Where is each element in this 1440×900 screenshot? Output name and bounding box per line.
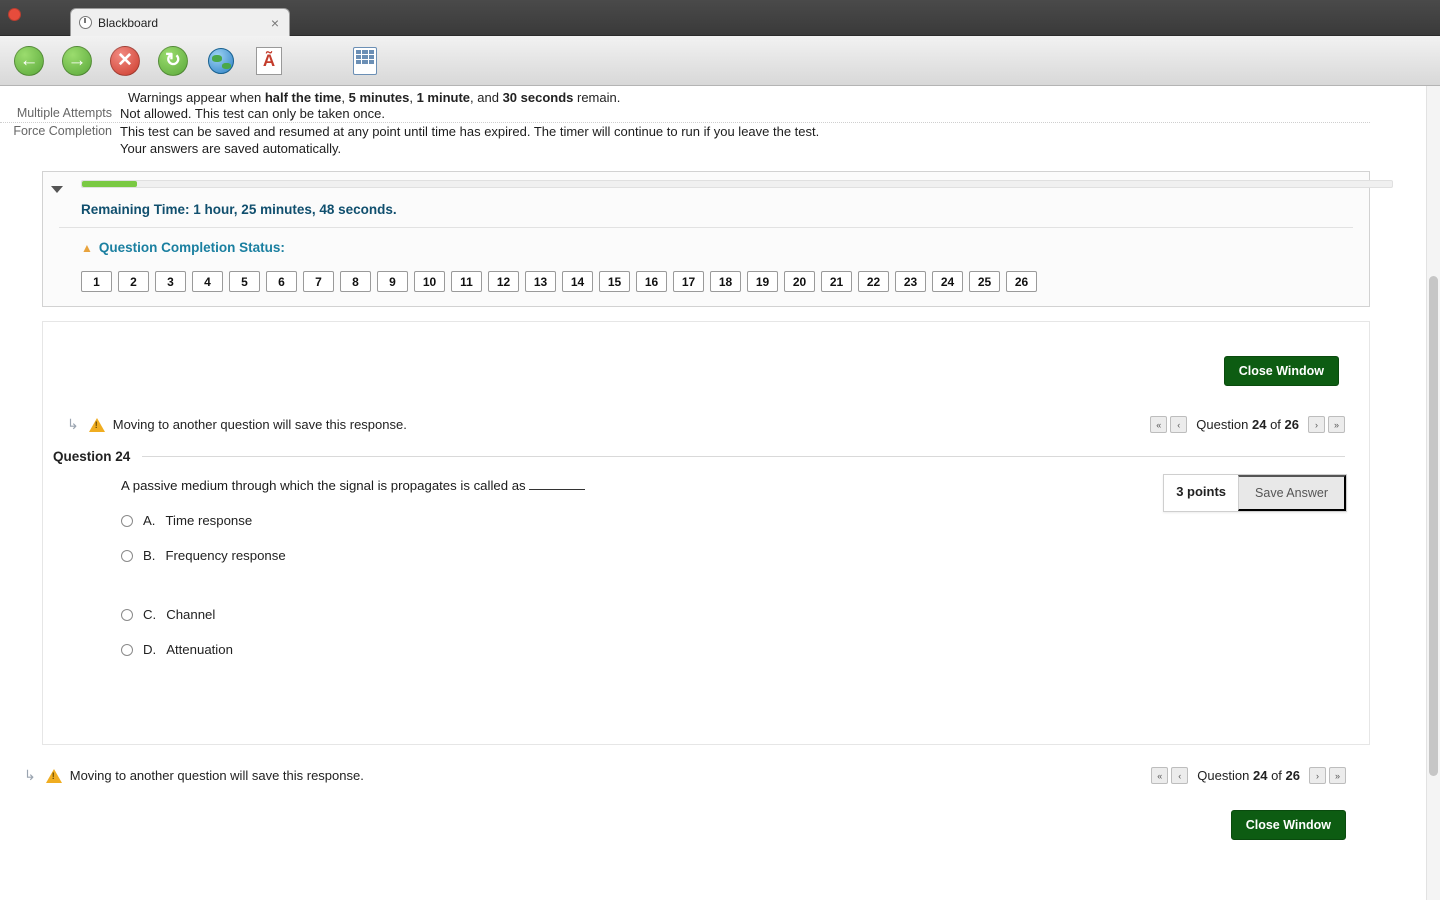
question-number-button[interactable]: 10	[414, 271, 445, 292]
tab-close-icon[interactable]: ×	[270, 14, 279, 31]
last-question-button[interactable]: »	[1328, 416, 1345, 433]
radio-icon[interactable]	[121, 644, 133, 656]
question-number-button[interactable]: 16	[636, 271, 667, 292]
option-letter: A.	[143, 513, 156, 528]
answer-option-a[interactable]	[121, 513, 1345, 528]
info-row-autosave	[0, 140, 1370, 157]
remaining-time-value: 1 hour, 25 minutes, 48 seconds.	[193, 202, 397, 217]
remaining-time-line	[81, 202, 1353, 217]
back-button[interactable]	[10, 42, 48, 80]
browser-tab[interactable]	[70, 8, 290, 36]
question-title: Question 24	[53, 449, 131, 464]
previous-question-button[interactable]: ‹	[1171, 767, 1188, 784]
close-window-row-bottom	[0, 810, 1346, 840]
question-number-button[interactable]: 15	[599, 271, 630, 292]
first-question-button[interactable]: «	[1150, 416, 1167, 433]
save-warning-text: Moving to another question will save this response.	[69, 768, 364, 783]
question-completion-status-label: Question Completion Status:	[98, 240, 285, 255]
question-of-word: of	[1271, 768, 1282, 783]
last-question-button[interactable]: »	[1329, 767, 1346, 784]
radio-icon[interactable]	[121, 515, 133, 527]
question-number-button[interactable]: 2	[118, 271, 149, 292]
scrollbar-thumb[interactable]	[1429, 276, 1438, 776]
question-pager-top	[1150, 416, 1345, 433]
question-title-row	[53, 449, 1345, 464]
option-text: Channel	[166, 607, 216, 622]
info-value: This test can be saved and resumed at any point until time has expired. The timer will continue to run if you leave the test.	[120, 124, 820, 139]
info-row-force-completion	[0, 123, 1370, 140]
question-nav-bottom	[24, 767, 1346, 784]
answer-blank	[529, 489, 585, 490]
next-question-button[interactable]: ›	[1308, 416, 1325, 433]
option-letter: C.	[143, 607, 157, 622]
question-number-button[interactable]: 8	[340, 271, 371, 292]
option-text: Attenuation	[166, 642, 233, 657]
question-word: Question	[1197, 768, 1250, 783]
question-number-button[interactable]: 19	[747, 271, 778, 292]
question-number-button[interactable]: 26	[1006, 271, 1037, 292]
question-number-button[interactable]: 5	[229, 271, 260, 292]
next-question-button[interactable]: ›	[1309, 767, 1326, 784]
question-prompt	[121, 478, 1345, 493]
branch-arrow-icon: ↳	[24, 767, 36, 783]
info-row-multiple-attempts	[0, 105, 1370, 123]
answer-option-c[interactable]	[121, 607, 1345, 622]
timer-status-panel	[42, 171, 1370, 307]
question-number-button[interactable]: 7	[303, 271, 334, 292]
radio-icon[interactable]	[121, 550, 133, 562]
save-answer-button[interactable]: Save Answer	[1238, 475, 1346, 511]
tab-title: Blackboard	[98, 15, 159, 30]
info-label: Multiple Attempts	[16, 106, 112, 120]
reload-icon: ↻	[158, 46, 188, 76]
stop-button[interactable]	[106, 42, 144, 80]
question-total: 26	[1284, 417, 1299, 432]
test-page-content	[0, 86, 1412, 900]
question-number-button[interactable]: 17	[673, 271, 704, 292]
page-scrollbar[interactable]	[1426, 86, 1440, 900]
question-number-list	[81, 271, 1353, 292]
window-close-button[interactable]	[8, 8, 21, 21]
calculator-icon	[353, 47, 377, 75]
close-window-row-top	[43, 322, 1369, 386]
option-letter: D.	[143, 642, 157, 657]
remaining-time-label: Remaining Time:	[81, 202, 190, 217]
save-warning-text: Moving to another question will save this response.	[112, 417, 407, 432]
question-completion-status[interactable]	[81, 240, 1353, 255]
time-progress-bar	[81, 180, 1393, 188]
translate-button[interactable]	[250, 42, 288, 80]
calculator-button[interactable]	[346, 42, 384, 80]
previous-question-button[interactable]: ‹	[1170, 416, 1187, 433]
close-window-button[interactable]: Close Window	[1231, 810, 1346, 840]
browser-toolbar	[0, 36, 1440, 86]
info-label: Force Completion	[13, 124, 112, 138]
tab-favicon-icon	[79, 16, 92, 29]
info-value: Not allowed. This test can only be taken once.	[120, 106, 385, 121]
answer-option-d[interactable]	[121, 642, 1345, 657]
question-number-button[interactable]: 22	[858, 271, 889, 292]
test-info-table	[0, 86, 1370, 157]
question-pager-bottom	[1151, 767, 1346, 784]
question-number-button[interactable]: 13	[525, 271, 556, 292]
question-counter	[1191, 768, 1306, 783]
globe-icon	[208, 48, 234, 74]
option-text: Frequency response	[165, 548, 286, 563]
points-label: 3 points	[1164, 475, 1238, 511]
question-number-button[interactable]: 23	[895, 271, 926, 292]
question-number-button[interactable]: 1	[81, 271, 112, 292]
branch-arrow-icon: ↳	[67, 416, 79, 432]
question-counter	[1190, 417, 1305, 432]
forward-arrow-icon: →	[62, 46, 92, 76]
time-progress-fill	[82, 181, 137, 187]
save-warning-top	[67, 416, 407, 433]
timer-warnings-line: Warnings appear when half the time, 5 minutes, 1 minute, and 30 seconds remain.	[128, 90, 621, 105]
back-arrow-icon: ←	[14, 46, 44, 76]
question-number-button[interactable]: 11	[451, 271, 482, 292]
home-globe-button[interactable]	[202, 42, 240, 80]
radio-icon[interactable]	[121, 609, 133, 621]
question-number-button[interactable]: 24	[932, 271, 963, 292]
close-window-button[interactable]: Close Window	[1224, 356, 1339, 386]
forward-button[interactable]	[58, 42, 96, 80]
option-text: Time response	[165, 513, 253, 528]
question-number-button[interactable]: 14	[562, 271, 593, 292]
question-current: 24	[1252, 768, 1268, 783]
question-number-button[interactable]: 9	[377, 271, 408, 292]
autosave-note: Your answers are saved automatically.	[120, 141, 342, 156]
chevron-down-icon[interactable]	[51, 186, 63, 193]
question-number-button[interactable]: 20	[784, 271, 815, 292]
warning-icon	[46, 769, 62, 783]
question-card	[42, 321, 1370, 745]
question-number-button[interactable]: 21	[821, 271, 852, 292]
close-icon: ✕	[110, 46, 140, 76]
first-question-button[interactable]: «	[1151, 767, 1168, 784]
answer-option-b[interactable]	[121, 548, 1345, 563]
translate-a-icon: Ã	[256, 47, 282, 75]
question-current: 24	[1251, 417, 1267, 432]
question-number-button[interactable]: 4	[192, 271, 223, 292]
chevron-up-icon: ▲	[81, 240, 93, 255]
question-number-button[interactable]: 12	[488, 271, 519, 292]
question-total: 26	[1285, 768, 1300, 783]
question-word: Question	[1196, 417, 1249, 432]
warning-icon	[89, 418, 105, 432]
question-number-button[interactable]: 6	[266, 271, 297, 292]
question-nav-top	[43, 386, 1369, 433]
page-viewport	[0, 86, 1440, 900]
browser-titlebar	[0, 0, 1440, 36]
question-prompt-text: A passive medium through which the signal is propagates is called as	[121, 478, 526, 493]
divider	[59, 227, 1353, 228]
save-warning-bottom	[24, 767, 364, 784]
question-number-button[interactable]: 3	[155, 271, 186, 292]
question-number-button[interactable]: 18	[710, 271, 741, 292]
option-letter: B.	[143, 548, 156, 563]
question-of-word: of	[1270, 417, 1281, 432]
points-save-box	[1163, 474, 1347, 512]
divider	[142, 456, 1345, 457]
reload-button[interactable]	[154, 42, 192, 80]
question-number-button[interactable]: 25	[969, 271, 1000, 292]
